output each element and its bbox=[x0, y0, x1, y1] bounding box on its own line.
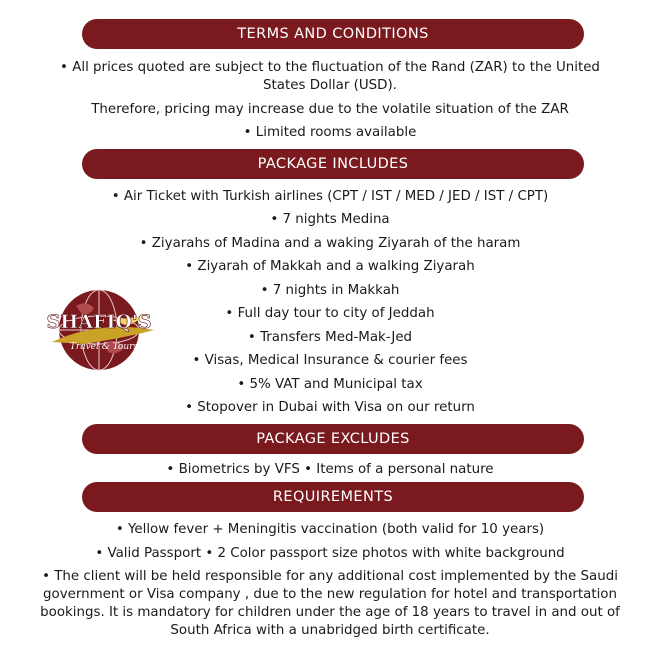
includes-item: • Ziyarah of Makkah and a walking Ziyarah bbox=[185, 259, 475, 274]
includes-item: • 7 nights Medina bbox=[270, 212, 390, 227]
includes-item: • Air Ticket with Turkish airlines (CPT / IST / MED / JED / IST / CPT) bbox=[111, 189, 549, 204]
requirements-heading: REQUIREMENTS bbox=[82, 482, 584, 512]
includes-item: • 7 nights in Makkah bbox=[260, 283, 400, 298]
includes-item: • Visas, Medical Insurance & courier fees bbox=[192, 353, 468, 368]
includes-item: • Full day tour to city of Jeddah bbox=[225, 306, 435, 321]
logo-tagline: Travel & Tours bbox=[69, 342, 139, 352]
excludes-heading: PACKAGE EXCLUDES bbox=[82, 424, 584, 454]
includes-item: • Transfers Med-Mak-Jed bbox=[247, 330, 413, 345]
shafiqs-logo bbox=[24, 286, 174, 374]
includes-item: • Stopover in Dubai with Visa on our return bbox=[185, 400, 475, 415]
requirements-item: • Valid Passport • 2 Color passport size photos with white background bbox=[95, 546, 565, 561]
requirements-note: • The client will be held responsible for any additional cost implemented by the Saudi government or Visa company , due to the new regulation for hotel and transportation bookings. It is mandatory for children under the age of 18 years to travel in and out of South Africa with a unabridged birth certificate. bbox=[40, 569, 620, 638]
includes-heading: PACKAGE INCLUDES bbox=[82, 149, 584, 179]
includes-item: • 5% VAT and Municipal tax bbox=[237, 377, 423, 392]
requirements-item: • Yellow fever + Meningitis vaccination (both valid for 10 years) bbox=[115, 522, 545, 537]
terms-line-1: • All prices quoted are subject to the fluctuation of the Rand (ZAR) to the United bbox=[60, 60, 600, 75]
logo-brand: SHAFIQ'S bbox=[46, 311, 152, 333]
terms-line-2: Therefore, pricing may increase due to the volatile situation of the ZAR bbox=[91, 102, 569, 117]
terms-line-3: • Limited rooms available bbox=[243, 125, 417, 140]
includes-item: • Ziyarahs of Madina and a waking Ziyarah of the haram bbox=[139, 236, 521, 251]
terms-heading: TERMS AND CONDITIONS bbox=[82, 19, 584, 49]
terms-line-1-cont: States Dollar (USD). bbox=[263, 78, 397, 93]
excludes-item: • Biometrics by VFS • Items of a personal nature bbox=[166, 462, 494, 477]
